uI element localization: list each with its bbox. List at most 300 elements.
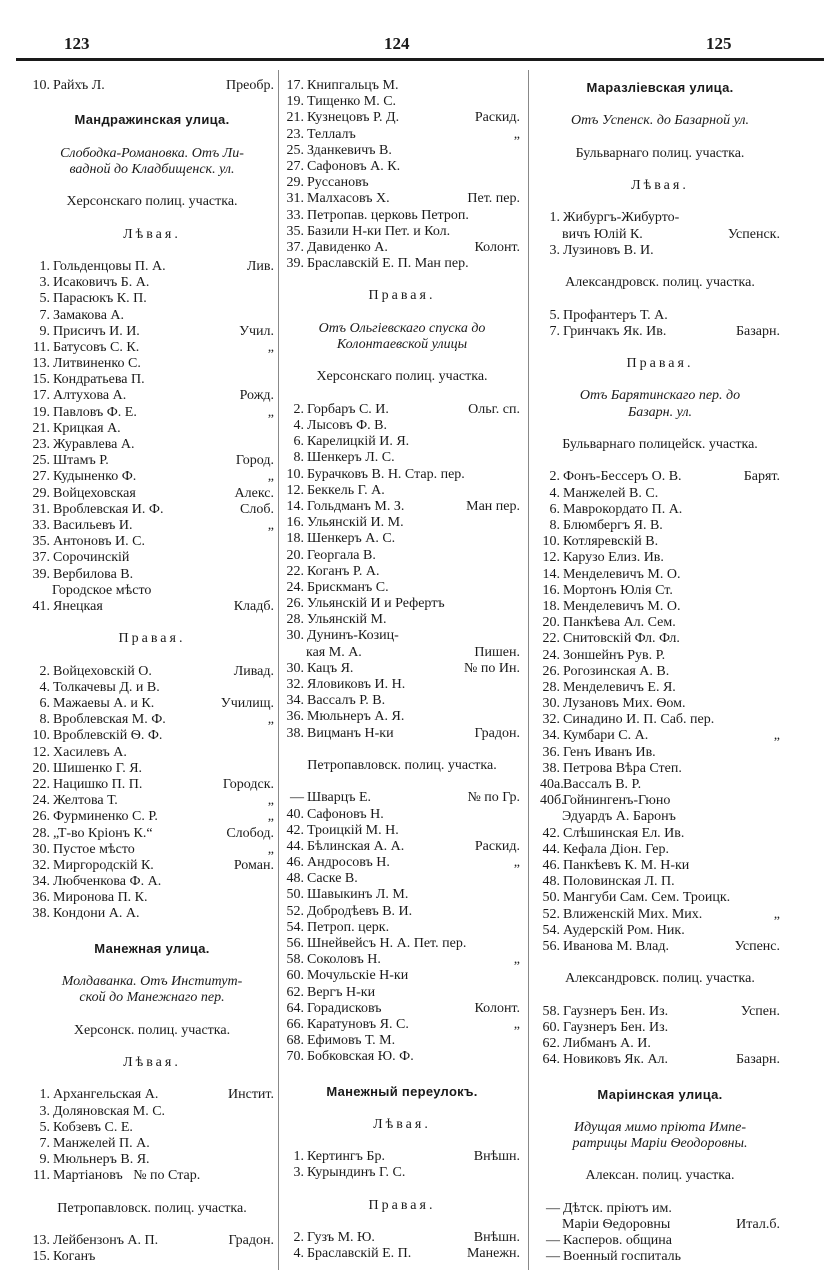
police-district: Александровск. полиц. участка.	[565, 275, 755, 291]
directory-entry	[284, 936, 520, 952]
spacer	[30, 178, 274, 194]
house-number: —	[546, 1200, 560, 1216]
house-number: 50.	[286, 887, 304, 903]
house-number: 28.	[32, 825, 50, 841]
resident-name: Литвиненко С.	[53, 356, 141, 372]
directory-entry	[30, 1168, 274, 1184]
directory-entry	[30, 761, 274, 777]
cross-street: Слобод.	[226, 825, 274, 841]
resident-name: Кондратьева П.	[53, 372, 145, 388]
house-number: 64.	[286, 1000, 304, 1016]
cross-street: Градон.	[474, 725, 520, 741]
house-number: 3.	[293, 1165, 304, 1181]
resident-name: Дѣтск. прiютъ им.	[563, 1200, 672, 1216]
directory-entry	[30, 469, 274, 485]
street-description: Колонтаевской улицы	[336, 337, 468, 353]
directory-entry	[540, 567, 780, 583]
resident-name: Миронова П. К.	[53, 890, 148, 906]
resident-name: Гаузнеръ Бен. Из.	[563, 1003, 669, 1019]
directory-entry	[540, 680, 780, 696]
directory-entry	[284, 1049, 520, 1065]
police-district: Петропавловск. полиц. участка.	[57, 1200, 247, 1216]
resident-name: Сорочинскiй	[53, 550, 130, 566]
directory-entry	[540, 534, 780, 550]
directory-entry	[30, 453, 274, 469]
resident-name: кая М. А.	[306, 644, 362, 660]
directory-entry	[284, 1230, 520, 1246]
house-number: 4.	[293, 1246, 304, 1262]
directory-entry	[30, 502, 274, 518]
resident-name: Синадино И. П. Саб. пер.	[563, 712, 715, 728]
house-number: 22.	[286, 563, 304, 579]
police-district: Херсонскаго полиц. участка.	[66, 194, 238, 210]
spacer	[284, 774, 520, 790]
directory-entry	[540, 858, 780, 874]
cross-street: Ман пер.	[466, 498, 520, 514]
house-number: 28.	[286, 612, 304, 628]
directory-entry	[284, 1017, 520, 1033]
spacer	[540, 129, 780, 145]
resident-name: Влиженскiй Мих. Мих.	[563, 906, 703, 922]
house-number: 62.	[542, 1036, 560, 1052]
house-number: 1.	[549, 210, 560, 226]
directory-entry	[30, 486, 274, 502]
resident-name: Тищенко М. С.	[307, 94, 397, 110]
directory-entry	[540, 486, 780, 502]
cross-street: Роман.	[233, 857, 274, 873]
resident-name: Марiи Ѳедоровны	[562, 1216, 671, 1232]
resident-name: Кузнецовъ Р. Д.	[307, 110, 400, 126]
cross-street: Учил.	[239, 323, 274, 339]
cross-street: Городск.	[222, 776, 274, 792]
directory-entry	[540, 1233, 780, 1249]
house-number: 23.	[32, 437, 50, 452]
spacer	[284, 1182, 520, 1198]
directory-entry	[30, 680, 274, 696]
cross-street: Алекс.	[234, 485, 274, 501]
house-number: 8.	[549, 518, 560, 533]
house-number: 26.	[542, 663, 560, 679]
directory-entry	[30, 437, 274, 453]
house-number: 20.	[542, 615, 560, 631]
resident-name: Доляновская М. С.	[53, 1103, 166, 1119]
house-number: 21.	[286, 110, 304, 126]
resident-name: Блюмбергъ Я. В.	[563, 518, 663, 533]
house-number: 11.	[33, 339, 50, 355]
house-number: 37.	[32, 550, 50, 566]
house-number: 46.	[542, 857, 560, 873]
spacer	[540, 1185, 780, 1201]
resident-name: Антоновъ И. С.	[53, 534, 145, 550]
house-number: 30.	[32, 841, 50, 857]
directory-entry	[30, 567, 274, 583]
house-number: 12.	[32, 744, 50, 760]
resident-name: Вергъ Н-ки	[307, 984, 376, 1000]
cross-street: „	[267, 404, 274, 420]
column-middle	[284, 78, 520, 1263]
spacer	[540, 1152, 780, 1168]
directory-entry	[30, 405, 274, 421]
house-number: 17.	[286, 78, 304, 93]
house-number: 24.	[542, 647, 560, 663]
page-header	[16, 30, 824, 62]
side-heading: Правая.	[368, 288, 436, 304]
directory-entry	[30, 1233, 274, 1249]
street-description: Идущая мимо прiюта Импе-	[574, 1119, 746, 1135]
resident-name: Панкѣева Ал. Сем.	[563, 615, 676, 631]
police-district: Александровск. полиц. участка.	[565, 971, 755, 987]
resident-name: Аудерскiй Ром. Ник.	[563, 922, 685, 938]
resident-name: Архангельская А.	[53, 1087, 159, 1103]
resident-name: Вассалъ Р. В.	[307, 693, 386, 709]
house-number: 31.	[286, 191, 304, 207]
resident-name: Хасилевъ А.	[53, 744, 127, 760]
house-number: 12.	[286, 482, 304, 498]
house-number: 19.	[286, 94, 304, 110]
resident-name: Соколовъ Н.	[307, 952, 381, 968]
resident-name: Менделевичъ М. О.	[563, 598, 681, 614]
cross-street: „	[267, 793, 274, 809]
resident-name: Мажаевы А. и К.	[53, 696, 155, 712]
directory-entry	[30, 275, 274, 291]
house-number: 27.	[32, 469, 50, 485]
house-number: 37.	[286, 239, 304, 255]
resident-name: Нацишко П. П.	[53, 776, 143, 792]
directory-entry	[284, 175, 520, 191]
resident-name: Карузо Елиз. Ив.	[563, 550, 664, 566]
resident-name: Гольдманъ М. З.	[307, 498, 405, 514]
directory-entry	[30, 308, 274, 324]
house-number: 30.	[542, 696, 560, 712]
directory-entry	[540, 1249, 780, 1265]
resident-name: Саске В.	[307, 871, 358, 887]
cross-street: Итал.б.	[736, 1216, 780, 1232]
side-heading: Правая.	[368, 1197, 436, 1213]
directory-entry	[540, 826, 780, 842]
page-number-right: 125	[706, 34, 732, 53]
house-number: 10.	[286, 466, 304, 482]
street-description: Слободка-Романовка. Отъ Ли-	[60, 145, 244, 161]
directory-entry	[284, 418, 520, 434]
directory-entry	[540, 550, 780, 566]
directory-entry	[284, 580, 520, 596]
house-number: 14.	[542, 566, 560, 582]
directory-entry	[284, 693, 520, 709]
directory-entry	[284, 224, 520, 240]
house-number: 10.	[32, 728, 50, 744]
directory-entry	[540, 631, 780, 647]
cross-street: Инстит.	[228, 1087, 274, 1103]
spacer	[540, 162, 780, 178]
spacer	[284, 1066, 520, 1082]
spacer	[284, 1101, 520, 1117]
street-description: ской до Манежнаго пер.	[79, 990, 225, 1006]
cross-street: Успенс.	[734, 938, 780, 954]
spacer	[30, 923, 274, 939]
house-number: 13.	[32, 1233, 50, 1249]
house-number: 3.	[549, 242, 560, 258]
house-number: 3.	[39, 275, 50, 291]
directory-entry	[284, 677, 520, 693]
directory-entry	[284, 855, 520, 871]
directory-entry	[284, 127, 520, 143]
house-number: 42.	[286, 822, 304, 838]
directory-entry	[284, 499, 520, 515]
cross-street: „	[267, 712, 274, 728]
resident-name: Сафоновъ А. К.	[307, 158, 401, 174]
house-number: 28.	[542, 679, 560, 695]
spacer	[540, 421, 780, 437]
resident-name: Сафоновъ Н.	[307, 806, 384, 822]
spacer	[30, 1071, 274, 1087]
cross-street: „	[513, 1016, 520, 1032]
house-number: 1.	[293, 1149, 304, 1165]
resident-name: Шварцъ Е.	[307, 790, 372, 806]
resident-name: Жибургъ-Жибурто-	[563, 210, 680, 226]
resident-name: Батусовъ С. К.	[53, 339, 140, 355]
resident-name: Шенкеръ А. С.	[307, 531, 396, 547]
house-number: 30.	[286, 628, 304, 644]
directory-entry	[284, 94, 520, 110]
house-number: 22.	[32, 776, 50, 792]
house-number: 42.	[542, 825, 560, 841]
resident-name: Котляревскiй В.	[563, 534, 659, 550]
cross-street: Манежн.	[466, 1246, 520, 1262]
house-number: 1.	[39, 1087, 50, 1103]
house-number: 16.	[542, 582, 560, 598]
resident-name: Кефала Дiон. Гер.	[563, 841, 669, 857]
directory-entry	[30, 664, 274, 680]
directory-entry	[30, 728, 274, 744]
house-number: 8.	[39, 712, 50, 728]
resident-name: Добродѣевъ В. И.	[307, 903, 413, 919]
directory-entry	[540, 615, 780, 631]
directory-entry	[540, 583, 780, 599]
spacer	[540, 291, 780, 307]
house-number: 38.	[286, 725, 304, 741]
directory-entry	[284, 968, 520, 984]
directory-entry	[30, 291, 274, 307]
resident-name: Яловиковъ И. Н.	[307, 677, 406, 692]
cross-street: „	[513, 855, 520, 871]
house-number: 60.	[542, 1019, 560, 1035]
house-number: 27.	[286, 158, 304, 174]
house-number: —	[546, 1233, 560, 1249]
resident-name: Ефимовъ Т. М.	[307, 1033, 396, 1049]
resident-name: Фурминенко С. Р.	[53, 809, 158, 825]
resident-name: Половинская Л. П.	[563, 874, 675, 890]
resident-name: Панкѣевъ К. М. Н-ки	[563, 857, 690, 873]
house-number: 32.	[542, 712, 560, 728]
resident-name: вичъ Юлiй К.	[562, 226, 643, 242]
house-number: 3.	[39, 1103, 50, 1119]
house-number: 68.	[286, 1033, 304, 1049]
resident-name: Войцеховскiй О.	[53, 663, 152, 679]
directory-entry	[540, 923, 780, 939]
street-heading: Марiинская улица.	[597, 1086, 723, 1102]
house-number: 29.	[32, 485, 50, 501]
spacer	[540, 372, 780, 388]
directory-entry	[30, 1120, 274, 1136]
cross-street: Базарн.	[736, 1052, 780, 1068]
house-number: 46.	[286, 855, 304, 871]
house-number: —	[546, 1249, 560, 1265]
resident-name: Гойнингенъ-Гюно	[563, 793, 671, 809]
directory-entry	[30, 78, 274, 94]
spacer	[540, 987, 780, 1003]
house-number: 56.	[286, 936, 304, 952]
directory-entry	[540, 1020, 780, 1036]
directory-entry	[30, 906, 274, 922]
side-heading: Лѣвая.	[373, 1116, 431, 1132]
spacer	[284, 1133, 520, 1149]
resident-name: Фонъ-Бессеръ О. В.	[563, 469, 682, 485]
resident-name: Любченкова Ф. А.	[53, 874, 162, 890]
directory-entry	[30, 826, 274, 842]
directory-entry	[284, 159, 520, 175]
resident-name: Мортонъ Юлiя Ст.	[563, 582, 673, 598]
resident-name: Курындинъ Г. С.	[307, 1165, 406, 1181]
directory-entry	[284, 531, 520, 547]
resident-name: Лузановъ Мих. Ѳом.	[563, 696, 686, 712]
house-number: 40б.	[540, 793, 565, 809]
resident-name: Касперов. община	[563, 1233, 672, 1249]
resident-name: Книпгальцъ М.	[307, 78, 399, 93]
resident-name: Замакова А.	[53, 307, 125, 323]
resident-name: Вербилова В.	[53, 566, 134, 582]
spacer	[284, 305, 520, 321]
directory-entry	[30, 1136, 274, 1152]
resident-name: Мочульскiе Н-ки	[307, 968, 409, 984]
resident-name: Рогозинская А. В.	[563, 663, 670, 679]
house-number: 41.	[32, 598, 50, 614]
house-number: 40.	[286, 806, 304, 822]
directory-entry	[540, 712, 780, 728]
resident-name: Кудыненко Ф.	[53, 469, 137, 485]
directory-entry	[30, 340, 274, 356]
resident-name: Штамъ Р.	[53, 453, 109, 469]
directory-entry	[284, 256, 520, 272]
directory-entry	[284, 839, 520, 855]
resident-name: Кобзевъ С. Е.	[53, 1119, 133, 1135]
resident-name: Мартiановъ № по Стар.	[53, 1168, 201, 1184]
cross-street: Кладб.	[233, 598, 274, 614]
cross-street: Рожд.	[239, 388, 274, 404]
house-number: 11.	[33, 1168, 50, 1184]
directory-entry	[540, 518, 780, 534]
resident-name: „Т-во Крiонъ К.“	[53, 825, 153, 841]
directory-entry	[284, 823, 520, 839]
resident-name: Янецкая	[53, 598, 103, 614]
house-number: 2.	[293, 401, 304, 417]
directory-entry	[30, 356, 274, 372]
directory-entry	[540, 842, 780, 858]
directory-entry	[30, 372, 274, 388]
side-heading: Лѣвая.	[123, 1055, 181, 1070]
house-number: 7.	[39, 1135, 50, 1151]
resident-name: Военный госпиталь	[563, 1249, 682, 1265]
directory-entry	[30, 518, 274, 534]
page-number-left: 123	[64, 34, 90, 53]
resident-name: Брискманъ С.	[307, 579, 389, 595]
house-number: 62.	[286, 984, 304, 1000]
entry-continuation	[540, 809, 780, 825]
directory-entry	[30, 388, 274, 404]
directory-entry	[30, 1249, 274, 1265]
house-number: 21.	[32, 420, 50, 436]
house-number: 40а.	[540, 777, 564, 792]
cross-street: Барят.	[743, 469, 780, 485]
street-description: Отъ Ольгiевскаго спуска до	[318, 320, 486, 336]
house-number: 54.	[542, 922, 560, 938]
cross-street: № по Ин.	[464, 660, 520, 676]
directory-entry	[540, 469, 780, 485]
resident-name: Зданкевичъ В.	[307, 142, 392, 158]
police-district: Херсонскаго полиц. участка.	[316, 369, 488, 385]
street-description: Базарн. ул.	[627, 404, 693, 420]
resident-name: Манжелей П. А.	[53, 1135, 150, 1151]
police-district: Петропавловск. полиц. участка.	[307, 757, 497, 773]
house-number: 6.	[293, 434, 304, 450]
directory-entry	[540, 664, 780, 680]
house-number: 36.	[286, 709, 304, 725]
resident-name: Кумбари С. А.	[563, 728, 649, 744]
cross-street: „	[267, 809, 274, 825]
house-number: 31.	[32, 501, 50, 517]
resident-name: Парасюкъ К. П.	[53, 291, 147, 307]
directory-entry	[284, 110, 520, 126]
house-number: 5.	[39, 1119, 50, 1135]
house-number: 18.	[542, 598, 560, 614]
directory-entry	[540, 1201, 780, 1217]
house-number: 39.	[32, 566, 50, 582]
side-heading: Лѣвая.	[123, 226, 181, 242]
side-heading: Правая.	[118, 631, 186, 647]
house-number: 34.	[32, 874, 50, 890]
resident-name: Лейбензонъ А. П.	[53, 1233, 159, 1249]
resident-name: Эдуардъ А. Баронъ	[562, 809, 676, 825]
resident-name: Андросовъ Н.	[307, 855, 390, 871]
house-number: 4.	[39, 679, 50, 695]
house-number: 44.	[542, 841, 560, 857]
house-number: 33.	[286, 207, 304, 223]
house-number: 4.	[293, 418, 304, 433]
resident-name: Кацъ Я.	[307, 660, 354, 676]
resident-name: Павловъ Ф. Е.	[53, 404, 137, 420]
directory-entry	[284, 628, 520, 644]
resident-name: Давиденко А.	[307, 239, 388, 255]
resident-name: Горадисковъ	[307, 1000, 382, 1016]
entry-continuation	[284, 645, 520, 661]
directory-entry	[284, 240, 520, 256]
resident-name: Гринчакъ Як. Ив.	[563, 323, 667, 339]
house-number: 2.	[39, 663, 50, 679]
house-number: 50.	[542, 890, 560, 906]
house-number: 20.	[32, 760, 50, 776]
resident-name: Исаковичъ Б. А.	[53, 275, 150, 291]
house-number: 34.	[286, 693, 304, 709]
resident-name: Мюльнеръ А. Я.	[307, 709, 405, 725]
spacer	[30, 1006, 274, 1022]
cross-street: „	[267, 517, 274, 533]
directory-entry	[540, 761, 780, 777]
resident-name: Иванова М. Влад.	[563, 938, 669, 954]
spacer	[30, 958, 274, 974]
house-number: 38.	[542, 760, 560, 776]
directory-entry	[284, 790, 520, 806]
house-number: 52.	[286, 903, 304, 919]
directory-entry	[30, 793, 274, 809]
